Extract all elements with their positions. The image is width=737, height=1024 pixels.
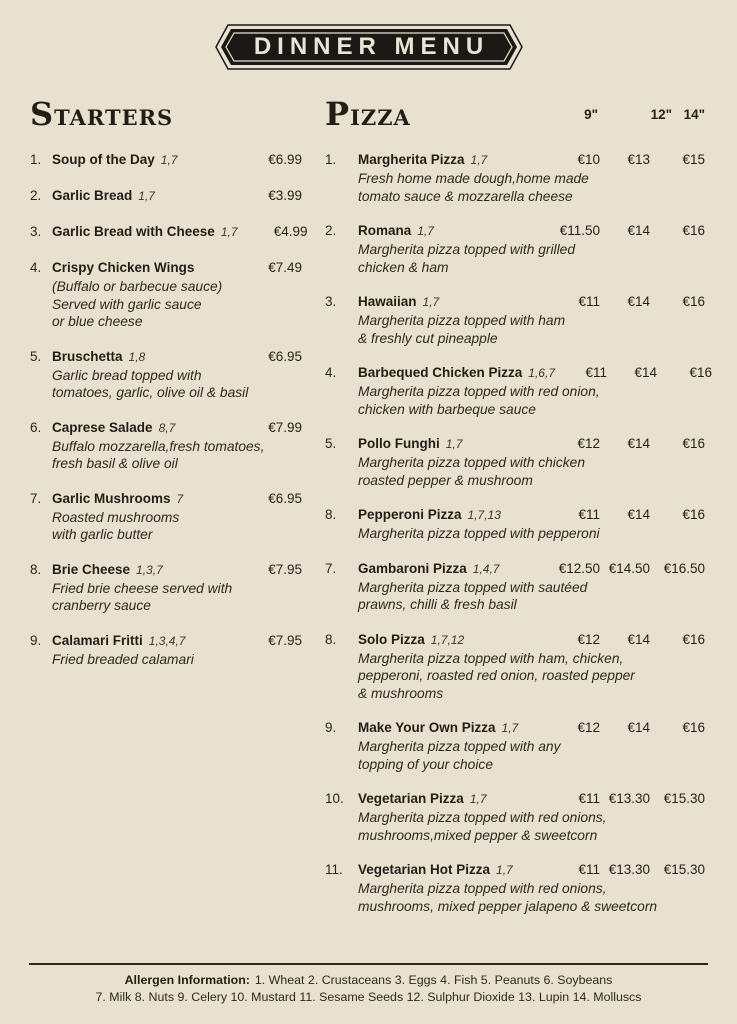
item-price: €6.95 xyxy=(268,490,302,506)
item-allergens: 1,7 xyxy=(470,153,488,167)
item-description-line: Margherita pizza topped with sautéed xyxy=(358,579,588,595)
item-description xyxy=(358,383,705,418)
item-number: 5. xyxy=(30,348,42,364)
allergen-info-label: Allergen Information: xyxy=(124,973,250,987)
item-price-9in: €12 xyxy=(577,631,600,647)
item-allergens: 1,7 xyxy=(501,721,519,735)
item-row xyxy=(30,631,302,651)
item-description-line: Fresh home made dough,home made xyxy=(358,171,589,186)
item-description-line: chicken & ham xyxy=(358,259,449,275)
item-name: Caprese Salade xyxy=(52,419,153,435)
item-name-wrap xyxy=(358,559,548,579)
item-allergens: 1,3,4,7 xyxy=(148,633,186,648)
item-description-line: cranberry sauce xyxy=(52,598,151,613)
item-name-wrap xyxy=(52,150,232,170)
item-number: 9. xyxy=(30,632,42,648)
item-description-line: Roasted mushrooms xyxy=(52,509,180,525)
item-price-9in: €12.50 xyxy=(558,560,600,576)
menu-item xyxy=(325,363,712,418)
item-name: Pollo Funghi xyxy=(358,436,440,451)
menu-item xyxy=(325,292,705,347)
menu-item xyxy=(325,505,705,543)
item-row xyxy=(30,418,302,438)
item-description-line: Margherita pizza topped with ham xyxy=(358,313,566,328)
menu-item xyxy=(325,434,705,489)
menu-item xyxy=(325,718,705,773)
item-number: 8. xyxy=(30,561,42,577)
item-allergens: 1,7 xyxy=(160,153,178,167)
item-name-wrap xyxy=(358,363,555,383)
item-price: €7.99 xyxy=(268,419,302,435)
item-allergens: 1,7 xyxy=(496,863,513,877)
item-allergens: 1,6,7 xyxy=(528,366,555,380)
starters-section xyxy=(30,95,308,684)
item-allergens: 1,8 xyxy=(128,349,146,364)
item-price-12in: €14 xyxy=(634,365,657,380)
menu-item xyxy=(325,559,705,614)
item-description-line: & freshly cut pineapple xyxy=(358,330,498,346)
item-allergens: 1,7,13 xyxy=(467,508,501,522)
item-row xyxy=(30,258,302,278)
item-row xyxy=(325,559,705,579)
menu-title: DINNER MENU xyxy=(253,33,490,60)
item-price-12in: €14 xyxy=(627,294,650,309)
item-description xyxy=(52,651,302,669)
item-description xyxy=(358,579,705,614)
item-number: 4. xyxy=(325,365,337,380)
item-price-9in: €12 xyxy=(577,720,600,735)
item-name: Make Your Own Pizza xyxy=(358,720,496,735)
item-price-12in: €13.30 xyxy=(608,791,650,806)
item-price-14in: €16 xyxy=(682,294,705,309)
item-price-14in: €16 xyxy=(689,365,712,380)
item-name: Crispy Chicken Wings xyxy=(52,260,195,275)
item-number: 11. xyxy=(325,862,343,877)
pizza-heading: PIZZA xyxy=(325,95,411,133)
item-price-14in: €15.30 xyxy=(663,791,705,806)
item-name-wrap xyxy=(52,560,232,580)
item-allergens: 1,7 xyxy=(138,189,155,203)
pizza-section xyxy=(325,95,712,931)
menu-title-banner xyxy=(214,24,524,70)
item-row xyxy=(325,860,705,880)
item-name: Hawaiian xyxy=(358,294,417,309)
item-name-wrap xyxy=(358,718,548,738)
item-description xyxy=(52,278,302,331)
item-name-wrap xyxy=(358,505,548,525)
item-price-14in: €16 xyxy=(682,507,705,522)
starters-heading: STARTERS xyxy=(30,95,174,133)
menu-item xyxy=(325,860,705,915)
item-allergens: 1,7,12 xyxy=(430,632,465,647)
item-price-12in: €14.50 xyxy=(608,560,650,576)
item-row xyxy=(30,347,302,367)
item-allergens: 1,7 xyxy=(422,295,440,309)
item-description-line: Margherita pizza topped with any xyxy=(358,739,561,754)
item-description xyxy=(358,525,705,543)
menu-item xyxy=(325,150,705,205)
item-description-line: Served with garlic sauce xyxy=(52,296,202,312)
item-price-12in: €14 xyxy=(627,223,650,238)
item-description-line: topping of your choice xyxy=(358,756,493,772)
item-number: 6. xyxy=(30,419,42,435)
item-price-9in: €12 xyxy=(577,436,600,451)
item-description-line: Margherita pizza topped with chicken xyxy=(358,455,586,470)
item-price: €7.95 xyxy=(268,561,302,577)
item-name: Solo Pizza xyxy=(358,631,425,647)
item-row xyxy=(30,560,302,580)
item-description xyxy=(52,367,302,402)
menu-item xyxy=(30,222,308,242)
item-price-9in: €11 xyxy=(585,365,607,380)
item-row xyxy=(325,434,705,454)
item-row xyxy=(325,363,712,383)
item-number: 10. xyxy=(325,791,344,806)
item-price: €7.95 xyxy=(268,632,302,648)
item-number: 7. xyxy=(325,560,337,576)
item-price-14in: €16 xyxy=(682,720,705,735)
item-name: Soup of the Day xyxy=(52,152,155,167)
item-price-14in: €16 xyxy=(682,223,705,238)
item-description-line: fresh basil & olive oil xyxy=(52,456,178,471)
item-name-wrap xyxy=(52,489,232,509)
item-description-line: (Buffalo or barbecue sauce) xyxy=(52,279,223,294)
item-description-line: Buffalo mozzarella,fresh tomatoes, xyxy=(52,438,265,454)
item-number: 3. xyxy=(30,224,42,239)
item-allergens: 1,3,7 xyxy=(136,562,163,577)
item-number: 7. xyxy=(30,490,42,506)
item-description xyxy=(358,170,705,205)
item-price-9in: €11.50 xyxy=(559,223,600,238)
item-description-line: Fried breaded calamari xyxy=(52,651,194,667)
item-price-9in: €11 xyxy=(578,791,600,806)
menu-item xyxy=(30,418,302,473)
item-price-9in: €11 xyxy=(578,507,600,522)
menu-item xyxy=(30,347,302,402)
item-name: Barbequed Chicken Pizza xyxy=(358,365,523,380)
item-row xyxy=(30,186,302,206)
item-number: 2. xyxy=(325,223,337,238)
item-description xyxy=(358,809,705,844)
item-allergens: 8,7 xyxy=(158,420,176,435)
allergen-footer xyxy=(29,963,708,1005)
item-price-14in: €16 xyxy=(682,631,705,647)
item-row xyxy=(30,222,308,242)
item-price-14in: €15.30 xyxy=(663,862,705,877)
item-description-line: Fried brie cheese served with xyxy=(52,580,233,596)
allergen-info-line2: 7. Milk 8. Nuts 9. Celery 10. Mustard 11. Sesame Seeds 12. Sulphur Dioxide 13. Lupin 14. Molluscs xyxy=(95,989,642,1004)
item-name: Garlic Bread with Cheese xyxy=(52,224,215,239)
item-name: Bruschetta xyxy=(52,348,123,364)
item-description-line: Margherita pizza topped with red onion, xyxy=(358,384,600,399)
item-name-wrap xyxy=(358,434,548,454)
pizza-list xyxy=(325,150,712,915)
item-name-wrap xyxy=(358,789,548,809)
item-description-line: or blue cheese xyxy=(52,314,143,329)
item-description-line: mushrooms,mixed pepper & sweetcorn xyxy=(358,827,598,843)
item-name-wrap xyxy=(358,292,548,312)
item-price-14in: €16.50 xyxy=(663,560,705,576)
item-price-9in: €10 xyxy=(577,152,600,167)
item-description-line: roasted pepper & mushroom xyxy=(358,472,533,488)
item-price: €4.99 xyxy=(273,224,308,239)
item-row xyxy=(325,292,705,312)
item-name-wrap xyxy=(52,418,232,438)
item-row xyxy=(325,718,705,738)
item-price-12in: €14 xyxy=(627,631,650,647)
item-allergens: 7 xyxy=(176,491,184,506)
item-number: 1. xyxy=(325,152,337,167)
item-name-wrap xyxy=(52,186,232,206)
item-description-line: tomatoes, garlic, olive oil & basil xyxy=(52,385,249,400)
pizza-header xyxy=(325,96,705,136)
item-description-line: Margherita pizza topped with red onions, xyxy=(358,810,607,825)
item-allergens: 1,7 xyxy=(220,225,238,239)
item-name-wrap xyxy=(52,258,232,278)
item-row xyxy=(325,221,705,241)
item-name-wrap xyxy=(52,347,232,367)
item-description-line: tomato sauce & mozzarella cheese xyxy=(358,188,573,204)
item-description xyxy=(358,454,705,489)
menu-item xyxy=(30,560,302,615)
item-name: Vegetarian Hot Pizza xyxy=(358,862,491,877)
item-name: Vegetarian Pizza xyxy=(358,791,464,806)
item-allergens: 1,7 xyxy=(417,224,434,238)
item-number: 3. xyxy=(325,294,337,309)
item-description xyxy=(358,880,705,915)
size-label-12in: 12" xyxy=(650,107,672,122)
menu-item xyxy=(325,789,705,844)
item-allergens: 1,4,7 xyxy=(472,561,500,576)
item-price-12in: €13.30 xyxy=(608,862,650,877)
item-description xyxy=(358,241,705,276)
item-name: Calamari Fritti xyxy=(52,632,143,648)
item-number: 1. xyxy=(30,152,42,167)
item-price-9in: €11 xyxy=(578,862,600,877)
item-description-line: prawns, chilli & fresh basil xyxy=(358,597,517,612)
menu-item xyxy=(325,221,705,276)
item-price: €6.99 xyxy=(268,152,302,167)
item-description-line: mushrooms, mixed pepper jalapeno & sweetcorn xyxy=(358,898,658,914)
item-description-line: Margherita pizza topped with ham, chicken, xyxy=(358,650,624,666)
item-name-wrap xyxy=(52,222,238,242)
item-name-wrap xyxy=(358,630,548,650)
item-number: 9. xyxy=(325,720,337,735)
item-name-wrap xyxy=(52,631,232,651)
item-price-9in: €11 xyxy=(578,294,600,309)
item-row xyxy=(325,505,705,525)
item-description xyxy=(52,580,302,615)
item-row xyxy=(325,789,705,809)
menu-item xyxy=(30,258,302,331)
menu-item xyxy=(30,150,302,170)
item-allergens: 1,7 xyxy=(445,437,463,451)
size-label-14in: 14" xyxy=(683,107,705,122)
item-name: Romana xyxy=(358,223,412,238)
menu-item xyxy=(30,489,302,544)
item-price-12in: €13 xyxy=(627,152,650,167)
item-price: €3.99 xyxy=(268,188,302,203)
item-price-12in: €14 xyxy=(627,436,650,451)
item-name-wrap xyxy=(358,221,548,241)
item-price-12in: €14 xyxy=(627,507,650,522)
menu-item xyxy=(30,186,302,206)
item-description-line: with garlic butter xyxy=(52,527,153,542)
item-price-14in: €16 xyxy=(682,436,705,451)
item-name: Gambaroni Pizza xyxy=(358,560,467,576)
item-number: 8. xyxy=(325,507,337,522)
item-name: Garlic Bread xyxy=(52,188,133,203)
item-description-line: chicken with barbeque sauce xyxy=(358,401,536,417)
item-number: 4. xyxy=(30,260,42,275)
item-price-14in: €15 xyxy=(682,152,705,167)
item-price: €7.49 xyxy=(268,260,302,275)
item-description-line: Garlic bread topped with xyxy=(52,367,202,383)
menu-item xyxy=(325,630,705,703)
item-description-line: & mushrooms xyxy=(358,685,444,701)
item-number: 8. xyxy=(325,631,337,647)
item-description-line: Margherita pizza topped with grilled xyxy=(358,242,576,257)
item-price-12in: €14 xyxy=(627,720,650,735)
item-description-line: Margherita pizza topped with red onions, xyxy=(358,881,607,896)
item-row xyxy=(30,489,302,509)
item-row xyxy=(30,150,302,170)
item-description xyxy=(358,650,705,703)
item-row xyxy=(325,150,705,170)
item-description-line: pepperoni, roasted red onion, roasted pepper xyxy=(358,668,635,683)
item-description-line: Margherita pizza topped with pepperoni xyxy=(358,526,600,541)
item-name: Brie Cheese xyxy=(52,561,131,577)
item-number: 5. xyxy=(325,436,337,451)
menu-item xyxy=(30,631,302,669)
item-row xyxy=(325,630,705,650)
item-price: €6.95 xyxy=(268,348,302,364)
item-description xyxy=(358,738,705,773)
item-allergens: 1,7 xyxy=(469,792,487,806)
size-label-9in: 9" xyxy=(584,107,598,122)
item-description xyxy=(52,509,302,544)
item-name-wrap xyxy=(358,150,548,170)
item-name-wrap xyxy=(358,860,548,880)
item-number: 2. xyxy=(30,188,42,203)
item-description xyxy=(358,312,705,347)
item-description xyxy=(52,438,302,473)
starters-header xyxy=(30,96,302,136)
item-name: Margherita Pizza xyxy=(358,152,465,167)
allergen-list-part1: 1. Wheat 2. Crustaceans 3. Eggs 4. Fish 5. Peanuts 6. Soybeans xyxy=(254,973,613,987)
starters-list xyxy=(30,150,308,668)
item-name: Garlic Mushrooms xyxy=(52,490,171,506)
allergen-info-line1 xyxy=(29,972,708,989)
item-name: Pepperoni Pizza xyxy=(358,507,462,522)
